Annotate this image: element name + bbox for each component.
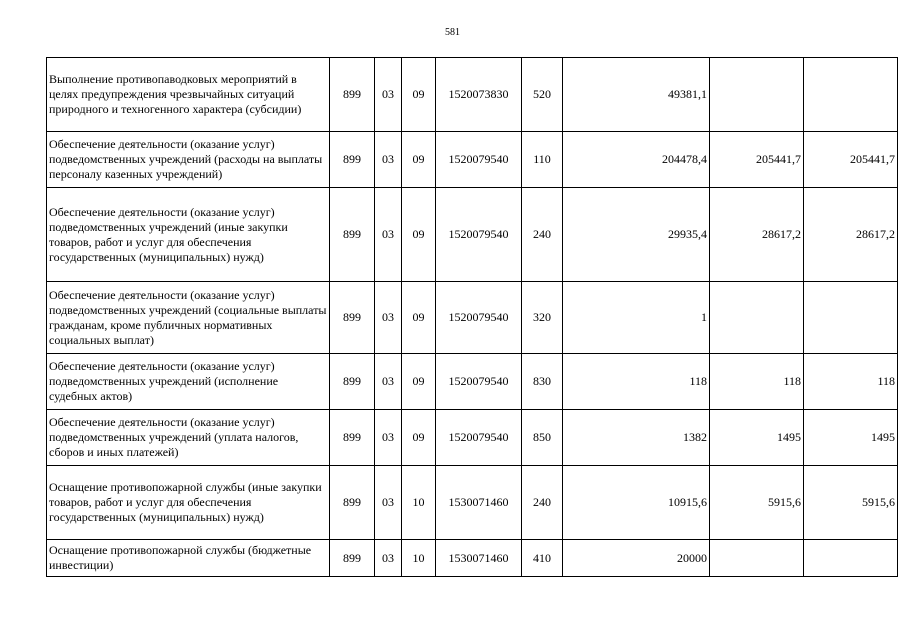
amount-year-3: 205441,7: [804, 132, 898, 188]
amount-year-1: 29935,4: [563, 188, 710, 282]
row-description: Обеспечение деятельности (оказание услуг) подведомственных учреждений (социальные выплаты гражданам, кроме публичных нормативных социальных выплат): [47, 282, 330, 354]
table-body: [47, 58, 898, 577]
ministry-code: 899: [330, 354, 375, 410]
target-article-code: 1520079540: [436, 410, 522, 466]
amount-year-3: 28617,2: [804, 188, 898, 282]
section-code: 03: [375, 540, 402, 577]
section-code: 03: [375, 58, 402, 132]
expense-type-code: 320: [522, 282, 563, 354]
subsection-code: 09: [402, 354, 436, 410]
target-article-code: 1520079540: [436, 188, 522, 282]
amount-year-1: 49381,1: [563, 58, 710, 132]
subsection-code: 09: [402, 132, 436, 188]
amount-year-2: 28617,2: [710, 188, 804, 282]
row-description: Обеспечение деятельности (оказание услуг) подведомственных учреждений (исполнение судебных актов): [47, 354, 330, 410]
table-row: [47, 58, 898, 132]
table-row: [47, 282, 898, 354]
expense-type-code: 110: [522, 132, 563, 188]
table-row: [47, 466, 898, 540]
amount-year-2: 118: [710, 354, 804, 410]
target-article-code: 1530071460: [436, 466, 522, 540]
ministry-code: 899: [330, 132, 375, 188]
row-description: Обеспечение деятельности (оказание услуг) подведомственных учреждений (иные закупки товаров, работ и услуг для обеспечения государственных (муниципальных) нужд): [47, 188, 330, 282]
ministry-code: 899: [330, 540, 375, 577]
section-code: 03: [375, 188, 402, 282]
subsection-code: 09: [402, 58, 436, 132]
amount-year-1: 1: [563, 282, 710, 354]
section-code: 03: [375, 132, 402, 188]
row-description: Оснащение противопожарной службы (иные закупки товаров, работ и услуг для обеспечения государственных (муниципальных) нужд): [47, 466, 330, 540]
row-description: Обеспечение деятельности (оказание услуг) подведомственных учреждений (уплата налогов, сборов и иных платежей): [47, 410, 330, 466]
amount-year-1: 1382: [563, 410, 710, 466]
amount-year-2: [710, 540, 804, 577]
ministry-code: 899: [330, 58, 375, 132]
amount-year-2: [710, 282, 804, 354]
expense-type-code: 830: [522, 354, 563, 410]
target-article-code: 1520079540: [436, 132, 522, 188]
row-description: Выполнение противопаводковых мероприятий в целях предупреждения чрезвычайных ситуаций природного и техногенного характера (субсидии): [47, 58, 330, 132]
expense-type-code: 850: [522, 410, 563, 466]
amount-year-1: 118: [563, 354, 710, 410]
expense-type-code: 410: [522, 540, 563, 577]
amount-year-2: 1495: [710, 410, 804, 466]
target-article-code: 1520079540: [436, 354, 522, 410]
subsection-code: 09: [402, 188, 436, 282]
row-description: Оснащение противопожарной службы (бюджетные инвестиции): [47, 540, 330, 577]
amount-year-2: 5915,6: [710, 466, 804, 540]
section-code: 03: [375, 410, 402, 466]
subsection-code: 09: [402, 410, 436, 466]
table-row: [47, 540, 898, 577]
budget-table: [46, 57, 898, 577]
table-row: [47, 132, 898, 188]
section-code: 03: [375, 466, 402, 540]
amount-year-3: [804, 282, 898, 354]
ministry-code: 899: [330, 282, 375, 354]
expense-type-code: 520: [522, 58, 563, 132]
amount-year-3: 118: [804, 354, 898, 410]
target-article-code: 1530071460: [436, 540, 522, 577]
expense-type-code: 240: [522, 466, 563, 540]
page-number: 581: [445, 27, 460, 38]
row-description: Обеспечение деятельности (оказание услуг) подведомственных учреждений (расходы на выплаты персоналу казенных учреждений): [47, 132, 330, 188]
amount-year-2: [710, 58, 804, 132]
amount-year-1: 20000: [563, 540, 710, 577]
table-row: [47, 410, 898, 466]
subsection-code: 09: [402, 282, 436, 354]
ministry-code: 899: [330, 188, 375, 282]
expense-type-code: 240: [522, 188, 563, 282]
section-code: 03: [375, 354, 402, 410]
amount-year-3: [804, 58, 898, 132]
subsection-code: 10: [402, 540, 436, 577]
ministry-code: 899: [330, 410, 375, 466]
target-article-code: 1520079540: [436, 282, 522, 354]
amount-year-1: 204478,4: [563, 132, 710, 188]
amount-year-2: 205441,7: [710, 132, 804, 188]
amount-year-3: [804, 540, 898, 577]
section-code: 03: [375, 282, 402, 354]
subsection-code: 10: [402, 466, 436, 540]
target-article-code: 1520073830: [436, 58, 522, 132]
ministry-code: 899: [330, 466, 375, 540]
amount-year-3: 1495: [804, 410, 898, 466]
table-row: [47, 188, 898, 282]
amount-year-3: 5915,6: [804, 466, 898, 540]
amount-year-1: 10915,6: [563, 466, 710, 540]
table-row: [47, 354, 898, 410]
